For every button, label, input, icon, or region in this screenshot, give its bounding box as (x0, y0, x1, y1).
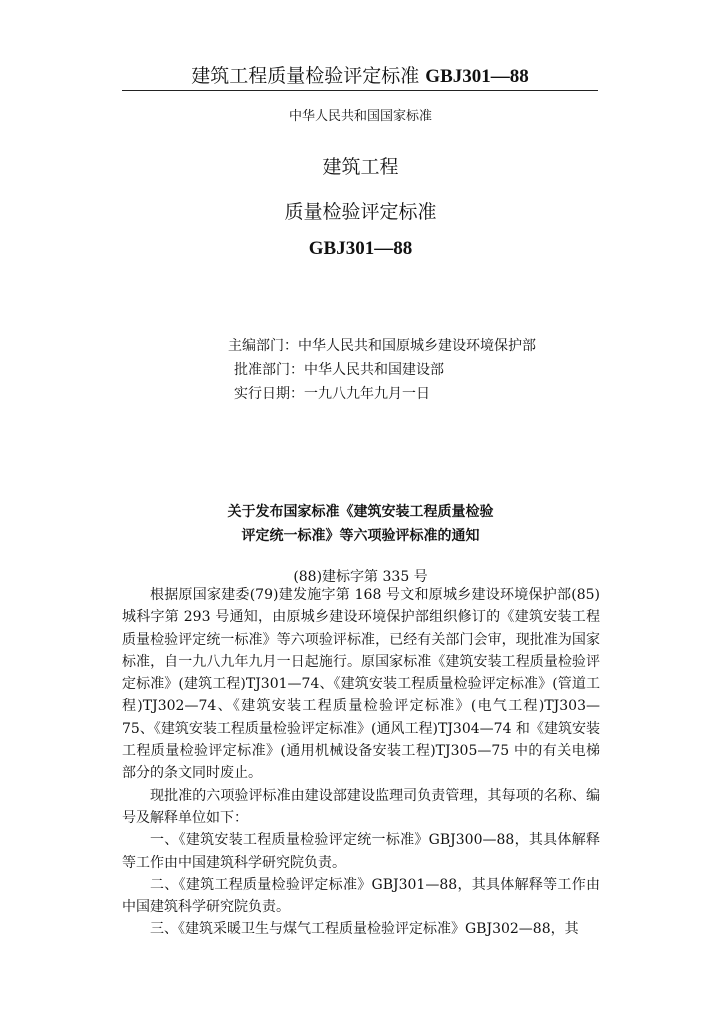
header-code: GBJ301—88 (425, 66, 529, 87)
cover-meta (228, 334, 536, 406)
notice-paragraph: 根据原国家建委(79)建发施字第 168 号文和原城乡建设环境保护部(85)城科字第 293 号通知，由原城乡建设环境保护部组织修订的《建筑安装工程质量检验评定统一标准》等六项验评标准，已经有关部门会审，现批准为国家标准，自一九八九年九月一日起施行。原国家标准《建筑安装工程质量检验评定标准》(建筑工程)TJ301—74、《建筑安装工程质量检验评定标准》(管道工程)TJ302—74、《建筑安装工程质量检验评定标准》(电气工程)TJ303—75、《建筑安装工程质量检验评定标准》(通风工程)TJ304—74 和《建筑安装工程质量检验评定标准》(通用机械设备安装工程)TJ305—75 中的有关电梯部分的条文同时废止。 (122, 587, 600, 782)
meta-approver: 批准部门：中华人民共和国建设部 (234, 362, 444, 378)
notice-title-line1: 关于发布国家标准《建筑安装工程质量检验 (227, 504, 494, 520)
notice-paragraph: 一、《建筑安装工程质量检验评定统一标准》GBJ300—88，其具体解释等工作由中国建筑科学研究院负责。 (122, 832, 600, 871)
header-divider (122, 90, 598, 91)
cover-title-line2: 质量检验评定标准 (284, 201, 437, 223)
notice-title-line2: 评定统一标准》等六项验评标准的通知 (241, 528, 480, 544)
notice-title (0, 500, 721, 548)
running-header (122, 62, 598, 92)
header-title: 建筑工程质量检验评定标准 (191, 65, 420, 87)
cover-org: 中华人民共和国国家标准 (288, 109, 432, 124)
meta-effective-date: 实行日期：一九八九年九月一日 (234, 386, 430, 402)
cover-code: GBJ301—88 (308, 238, 413, 259)
notice-doc-number: (88)建标字第 335 号 (293, 569, 428, 585)
meta-editor: 主编部门：中华人民共和国原城乡建设环境保护部 (228, 338, 536, 354)
notice-paragraph: 三、《建筑采暖卫生与煤气工程质量检验评定标准》GBJ302—88，其 (150, 921, 579, 938)
notice-paragraph: 现批准的六项验评标准由建设部建设监理司负责管理，其每项的名称、编号及解释单位如下： (122, 787, 600, 826)
notice-paragraph: 二、《建筑工程质量检验评定标准》GBJ301—88，其具体解释等工作由中国建筑科学研究院负责。 (122, 876, 600, 916)
notice-body (122, 584, 600, 941)
cover-title-line1: 建筑工程 (322, 156, 399, 178)
